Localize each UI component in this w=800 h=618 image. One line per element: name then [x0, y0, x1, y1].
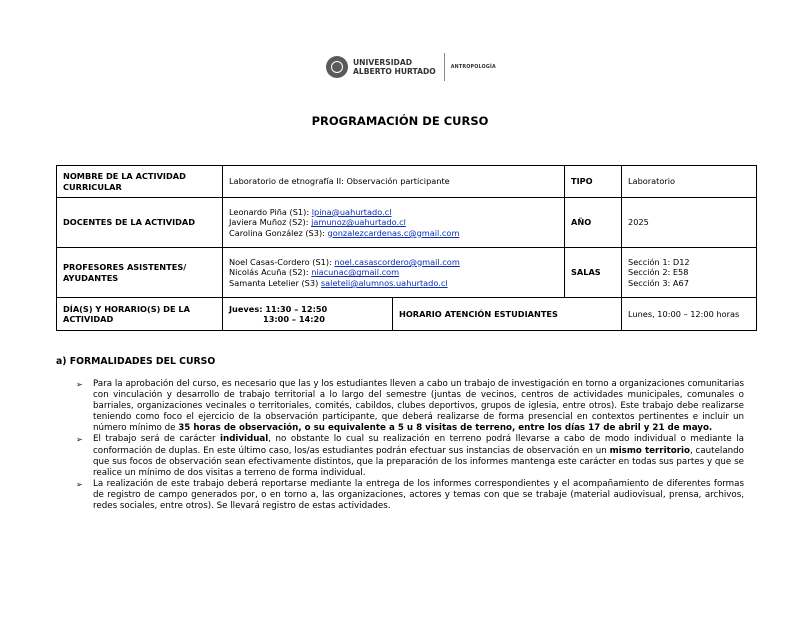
office-hours-value: Lunes, 10:00 – 12:00 horas	[622, 298, 757, 331]
teacher-email-link[interactable]: lpina@uahurtado.cl	[311, 206, 392, 217]
document-title: PROGRAMACIÓN DE CURSO	[311, 114, 489, 128]
year-label: AÑO	[565, 198, 622, 248]
teachers-label: DOCENTES DE LA ACTIVIDAD	[57, 198, 223, 248]
list-item-text	[93, 479, 744, 512]
assistant-entry	[229, 267, 558, 278]
assistant-name: Noel Casas-Cordero (S1):	[229, 256, 332, 267]
list-item-text	[93, 434, 744, 478]
logo-line-1: UNIVERSIDAD	[353, 58, 413, 67]
teachers-list	[223, 198, 565, 248]
table-row	[57, 166, 757, 198]
department-name: ANTROPOLOGÍA	[450, 64, 496, 70]
table-row	[57, 298, 757, 331]
room-entry: Sección 1: D12	[628, 256, 690, 267]
assistant-email-link[interactable]: niacunac@gmail.com	[311, 267, 400, 278]
assistant-name: Nicolás Acuña (S2):	[229, 267, 309, 278]
rooms-list	[622, 248, 757, 298]
text-run: , cautelando que sus focos de observación sean efectivamente distintos, que la preparación de los informes mantenga este carácter en todas sus partes y que se realice un mínimo de dos visitas a terreno de forma individual.	[93, 445, 744, 478]
teacher-email-link[interactable]: jamunoz@uahurtado.cl	[311, 217, 406, 228]
year-value: 2025	[622, 198, 757, 248]
teacher-name: Carolina González (S3):	[229, 227, 325, 238]
schedule-label: DÍA(S) Y HORARIO(S) DE LA ACTIVIDAD	[57, 298, 223, 331]
teacher-entry	[229, 217, 558, 228]
type-value: Laboratorio	[622, 166, 757, 198]
bold-text-run: 35 horas de observación, o su equivalente a 5 u 8 visitas de terreno, entre los días 17 de abril y 21 de mayo.	[178, 423, 713, 434]
bold-text-run: mismo territorio	[609, 445, 690, 456]
formalities-list	[76, 379, 744, 512]
teacher-entry	[229, 228, 558, 239]
list-item	[76, 379, 744, 434]
activity-name-value: Laboratorio de etnografía II: Observación participante	[223, 166, 565, 198]
teacher-email-link[interactable]: gonzalezcardenas.c@gmail.com	[327, 227, 460, 238]
list-item	[76, 479, 744, 512]
list-item-text	[93, 379, 744, 434]
logo-divider	[444, 53, 445, 81]
rooms-label: SALAS	[565, 248, 622, 298]
assistant-email-link[interactable]: saleteli@alumnos.uahurtado.cl	[320, 277, 448, 288]
section-heading: a) FORMALIDADES DEL CURSO	[56, 356, 216, 367]
assistant-name: Samanta Letelier (S3)	[229, 277, 319, 288]
text-run: El trabajo será de carácter	[93, 434, 221, 445]
course-info-table	[56, 165, 757, 331]
teacher-entry	[229, 207, 558, 218]
text-run: La realización de este trabajo deberá reportarse mediante la entrega de los informes correspondientes y el acompañamiento de diferentes formas de registro de campo generados por, o en torno a, las organizaciones, actores y temas con que se trabaje (material audiovisual, prensa, archivos, redes sociales, entre otros). Se llevará registro de estas actividades.	[93, 478, 744, 512]
arrow-bullet-icon: ➢	[76, 435, 83, 445]
schedule-line: 13:00 – 14:20	[263, 314, 325, 324]
table-row	[57, 198, 757, 248]
teacher-name: Leonardo Piña (S1):	[229, 206, 310, 217]
assistants-label: PROFESORES ASISTENTES/ AYUDANTES	[57, 248, 223, 298]
university-logo	[326, 52, 496, 82]
office-hours-label: HORARIO ATENCIÓN ESTUDIANTES	[393, 298, 622, 331]
list-item	[76, 434, 744, 478]
bold-text-run: individual	[220, 434, 269, 445]
text-run: , no obstante lo cual su realización en terreno podrá llevarse a cabo de modo individual o mediante la conformación de duplas. En este último caso, los/as estudiantes podrán efectuar sus instancias de observación en un	[93, 434, 744, 456]
assistant-email-link[interactable]: noel.casascordero@gmail.com	[334, 256, 460, 267]
room-entry: Sección 3: A67	[628, 277, 689, 288]
assistants-list	[223, 248, 565, 298]
schedule-value	[223, 298, 393, 331]
teacher-name: Javiera Muñoz (S2):	[229, 217, 309, 228]
logo-line-2: ALBERTO HURTADO	[353, 67, 436, 76]
schedule-line: Jueves: 11:30 – 12:50	[229, 303, 328, 314]
arrow-bullet-icon: ➢	[76, 479, 83, 489]
assistant-entry	[229, 257, 558, 268]
university-seal-icon	[326, 56, 348, 78]
room-entry: Sección 2: E58	[628, 267, 689, 278]
university-name	[353, 58, 436, 76]
text-run: Para la aprobación del curso, es necesario que las y los estudiantes lleven a cabo un trabajo de investigación en torno a organizaciones comunitarias con vinculación y desarrollo de trabajo territorial a lo largo del semestre (juntas de vecinos, centros de actividades municipales, comunales o barriales, organizaciones vecinales o territoriales, comités, cabildos, clubes deportivos, grupos de iglesia, entre otros). Este trabajo debe realizarse teniendo como foco el ejercicio de la observación participante, que deberá realizarse de forma presencial en contextos pertinentes e incluir un número mínimo de	[93, 379, 744, 434]
table-row	[57, 248, 757, 298]
activity-name-label: NOMBRE DE LA ACTIVIDAD CURRICULAR	[57, 166, 223, 198]
type-label: TIPO	[565, 166, 622, 198]
arrow-bullet-icon: ➢	[76, 380, 83, 389]
assistant-entry	[229, 278, 558, 289]
